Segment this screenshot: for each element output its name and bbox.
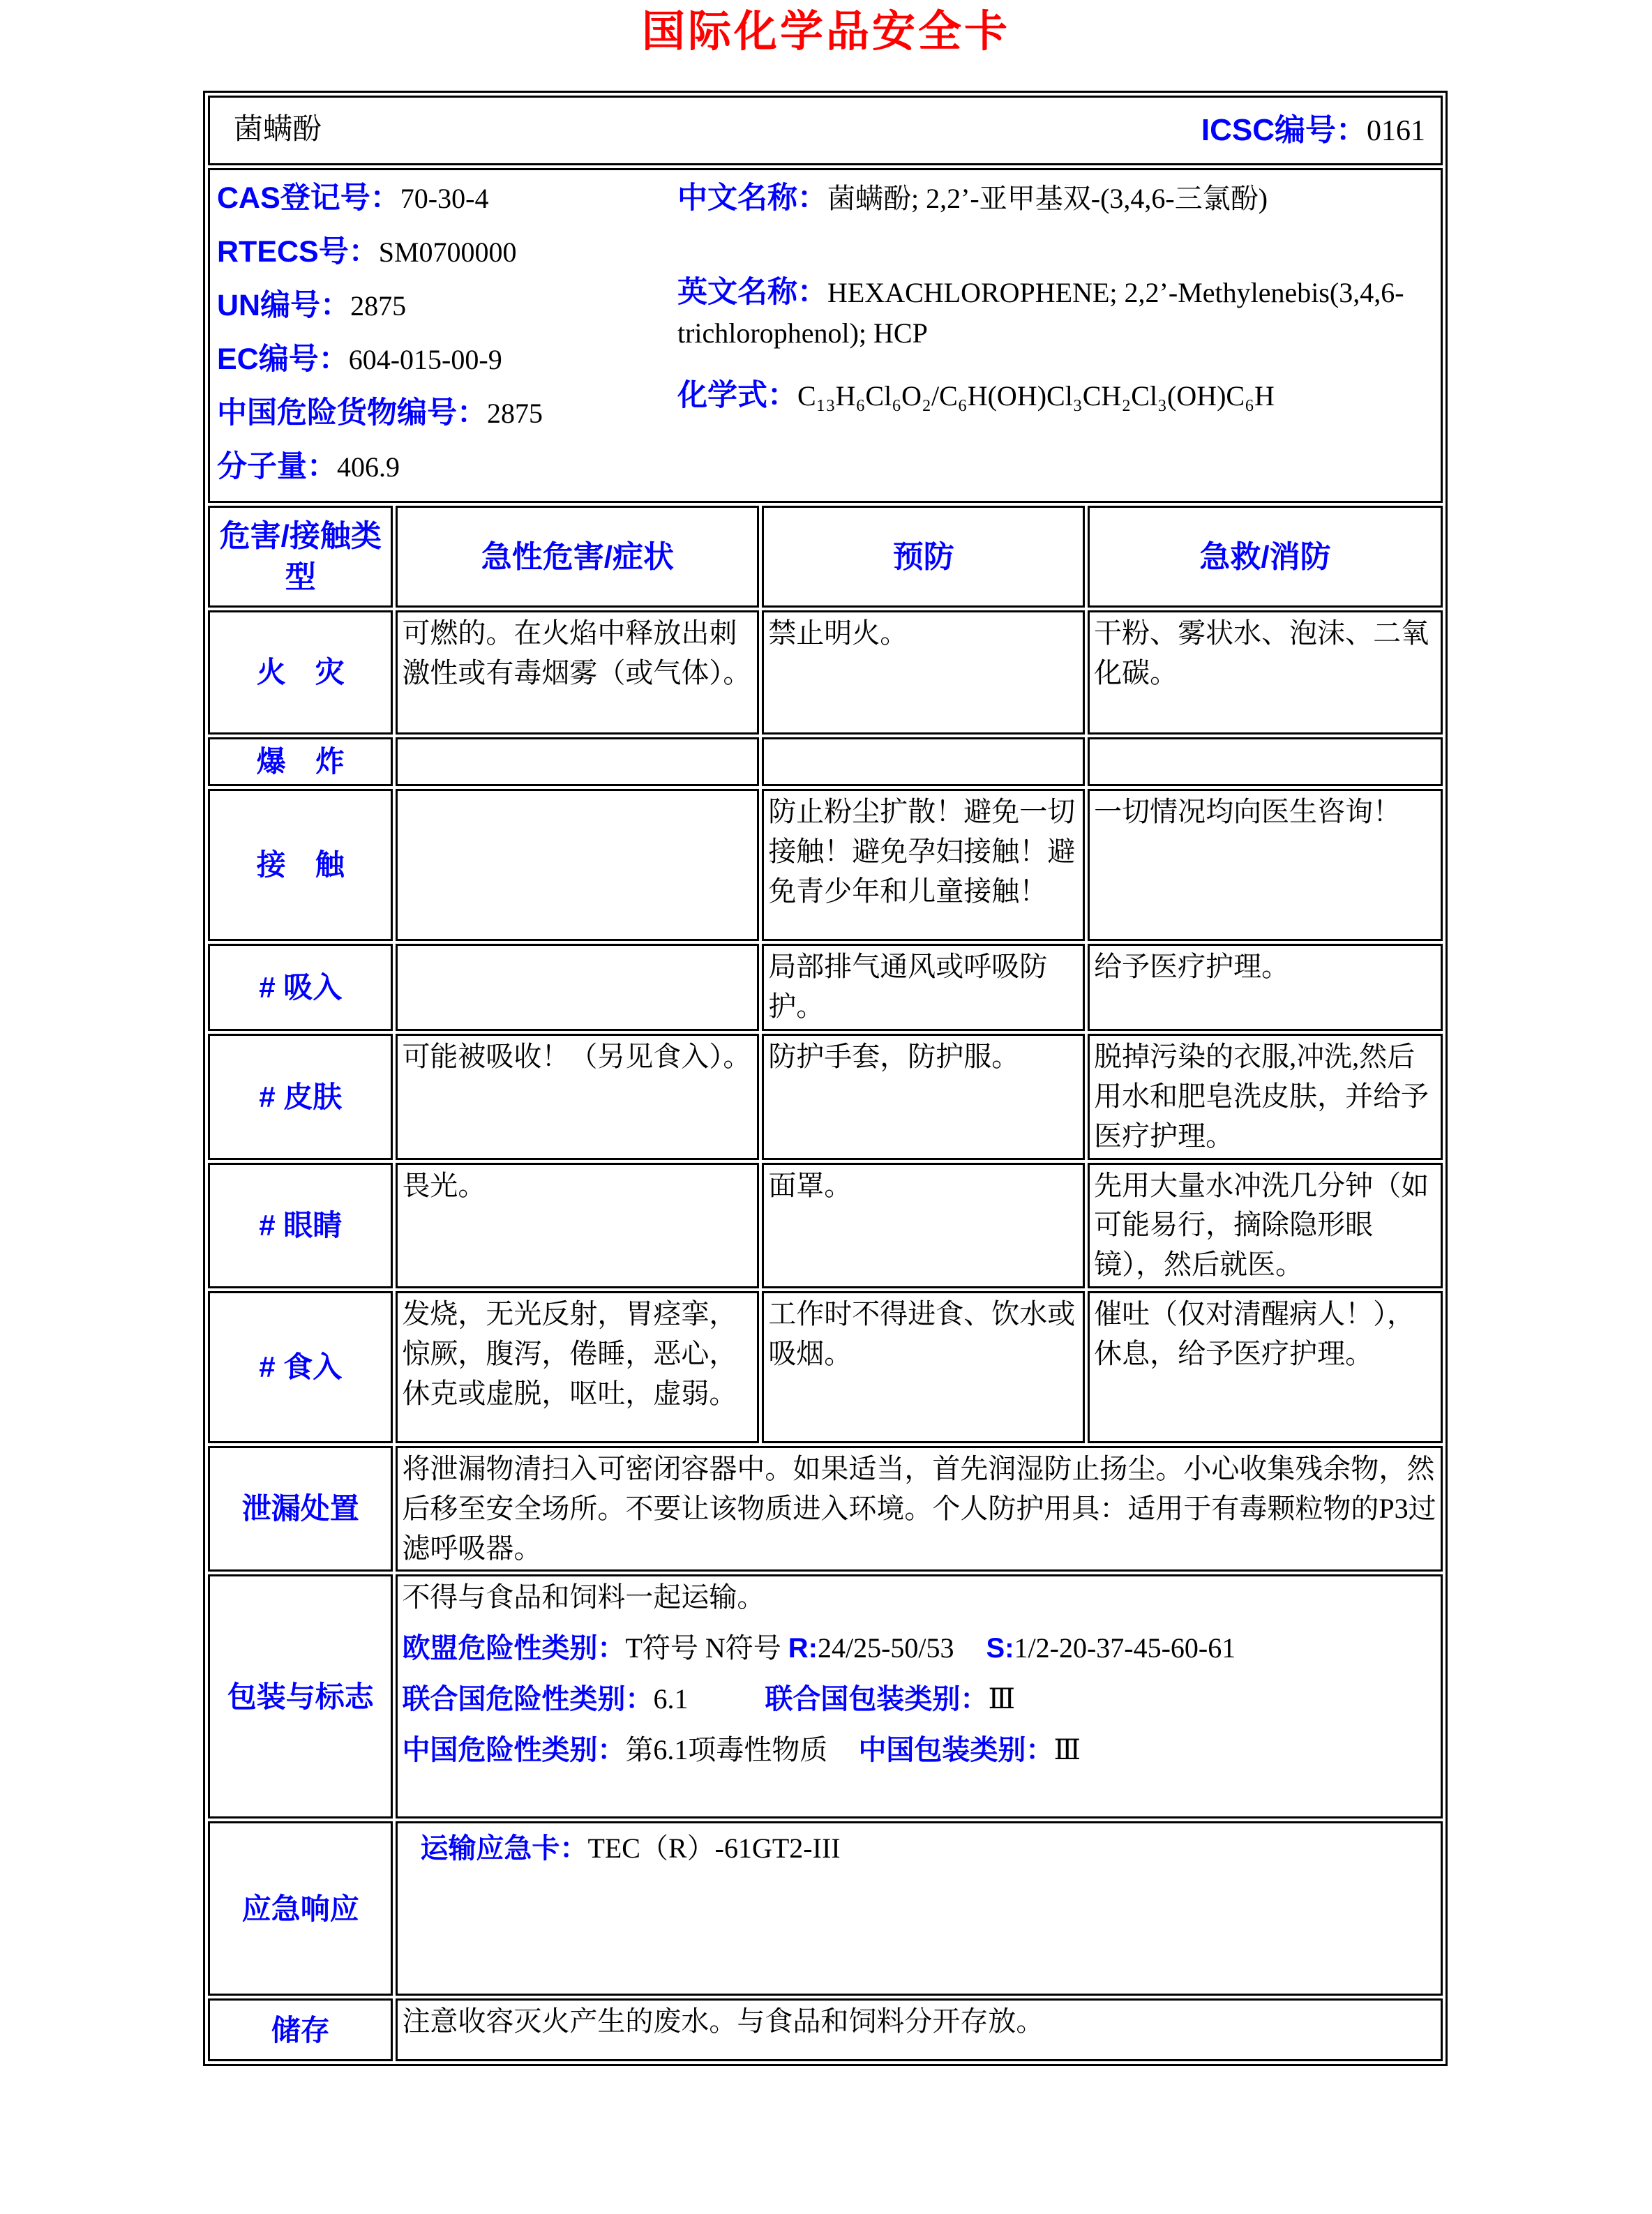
spill-disposal-content: 将泄漏物清扫入可密闭容器中。如果适当，首先润湿防止扬尘。小心收集残余物，然后移至安全场所。不要让该物质进入环境。个人防护用具：适用于有毒颗粒物的P3过滤呼吸器。: [396, 1446, 1443, 1572]
exposure-response: 一切情况均向医生咨询！: [1088, 789, 1443, 941]
substance-name: 菌螨酚: [234, 114, 322, 146]
ingestion-symptoms: 发烧，无光反射，胃痉挛，惊厥，腹泻，倦睡，恶心，休克或虚脱，呕吐，虚弱。: [396, 1291, 759, 1443]
exposure-label: 接 触: [208, 789, 393, 941]
skin-prevention: 防护手套，防护服。: [762, 1034, 1085, 1159]
explosion-label: 爆 炸: [208, 737, 393, 786]
spill-disposal-row: [208, 1446, 1443, 1572]
chemical-formula-value: C₁₃H₆Cl₆O₂/C₆H(OH)Cl₃CH₂Cl₃(OH)C₆H: [797, 379, 1275, 412]
hazard-header-row: [208, 506, 1443, 608]
inhalation-prevention: 局部排气通风或呼吸防护。: [762, 944, 1085, 1031]
storage-content: 注意收容灭火产生的废水。与食品和饲料分开存放。: [396, 1998, 1443, 2061]
chinese-name-value: 菌螨酚; 2,2’-亚甲基双-(3,4,6-三氯酚): [827, 183, 1268, 214]
hazard-row-fire: [208, 610, 1443, 735]
identifiers-cell: [208, 168, 1443, 503]
hazard-row-eyes: [208, 1163, 1443, 1288]
un-number-value: 2875: [350, 290, 407, 322]
english-name-label: 英文名称：: [677, 276, 827, 310]
un-class-label: 联合国危险性类别：: [402, 1684, 654, 1715]
explosion-symptoms: [396, 737, 759, 786]
cas-number: [217, 177, 675, 220]
skin-symptoms: 可能被吸收！（另见食入）。: [396, 1034, 759, 1159]
skin-response: 脱掉污染的衣服,冲洗,然后用水和肥皂洗皮肤，并给予医疗护理。: [1088, 1034, 1443, 1159]
molecular-weight-label: 分子量：: [217, 450, 337, 484]
chemical-formula: [677, 375, 1436, 417]
hazard-row-exposure: [208, 789, 1443, 941]
fire-symptoms: 可燃的。在火焰中释放出刺激性或有毒烟雾（或气体）。: [396, 610, 759, 735]
identifiers-left-column: [214, 177, 675, 499]
packaging-row: [208, 1574, 1443, 1818]
cn-pack-label: 中国包装类别：: [858, 1734, 1054, 1765]
column-header-symptoms: 急性危害/症状: [396, 506, 759, 608]
cn-class-value: 第6.1项毒性物质: [625, 1733, 828, 1765]
molecular-weight: [217, 446, 675, 488]
column-header-hazard-type: 危害/接触类型: [208, 506, 393, 608]
packaging-label: 包装与标志: [208, 1574, 393, 1818]
eyes-response: 先用大量水冲洗几分钟（如可能易行，摘除隐形眼镜），然后就医。: [1088, 1163, 1443, 1288]
rtecs-number-value: SM0700000: [378, 236, 517, 269]
inhalation-symptoms: [396, 944, 759, 1031]
fire-prevention: 禁止明火。: [762, 610, 1085, 735]
packaging-transport-note: 不得与食品和饲料一起运输。: [402, 1581, 765, 1613]
column-header-prevention: 预防: [762, 506, 1085, 608]
storage-label: 储存: [208, 1998, 393, 2061]
exposure-symptoms: [396, 789, 759, 941]
english-name-value: HEXACHLOROPHENE; 2,2’-Methylenebis(3,4,6-trichlorophenol); HCP: [677, 277, 1404, 349]
cas-number-label: CAS登记号：: [217, 181, 400, 215]
substance-header-row: [208, 96, 1443, 165]
cn-class-label: 中国危险性类别：: [402, 1734, 626, 1765]
cn-pack-value: Ⅲ: [1053, 1733, 1081, 1765]
molecular-weight-value: 406.9: [337, 451, 400, 483]
column-header-first-aid: 急救/消防: [1088, 506, 1443, 608]
packaging-content: [396, 1574, 1443, 1818]
identifiers-right-column: [675, 177, 1436, 499]
icsc-card-table: [203, 91, 1448, 2066]
inhalation-label: # 吸入: [208, 944, 393, 1031]
english-name: [677, 271, 1436, 354]
explosion-response: [1088, 737, 1443, 786]
transport-emergency-card: [402, 1825, 1436, 1869]
rtecs-number-label: RTECS号：: [217, 235, 379, 269]
ingestion-label: # 食入: [208, 1291, 393, 1443]
emergency-response-row: [208, 1821, 1443, 1996]
ingestion-response: 催吐（仅对清醒病人！），休息，给予医疗护理。: [1088, 1291, 1443, 1443]
ec-number-label: EC编号：: [217, 342, 349, 377]
transport-emergency-card-value: TEC（R）-61GT2-III: [587, 1832, 841, 1865]
eyes-symptoms: 畏光。: [396, 1163, 759, 1288]
spill-disposal-label: 泄漏处置: [208, 1446, 393, 1572]
identifiers-row: [208, 168, 1443, 503]
china-dangerous-goods-number-value: 2875: [487, 398, 543, 430]
chinese-name-label: 中文名称：: [677, 181, 827, 215]
hazard-row-skin: [208, 1034, 1443, 1159]
fire-response: 干粉、雾状水、泡沫、二氧化碳。: [1088, 610, 1443, 735]
packaging-cn-classification: [402, 1731, 1436, 1770]
s-phrases-label: S:: [986, 1633, 1014, 1664]
icsc-number: [1201, 109, 1425, 153]
ingestion-prevention: 工作时不得进食、饮水或吸烟。: [762, 1291, 1085, 1443]
china-dangerous-goods-number: [217, 392, 675, 435]
inhalation-response: 给予医疗护理。: [1088, 944, 1443, 1031]
un-pack-label: 联合国包装类别：: [765, 1684, 989, 1715]
substance-header-cell: [208, 96, 1443, 165]
eu-class-value: T符号 N符号: [625, 1632, 788, 1664]
un-pack-value: Ⅲ: [988, 1683, 1016, 1715]
page-title: 国际化学品安全卡: [641, 6, 1010, 57]
explosion-prevention: [762, 737, 1085, 786]
ec-number: [217, 338, 675, 381]
cas-number-value: 70-30-4: [400, 183, 489, 214]
packaging-un-classification: [402, 1680, 1436, 1719]
chemical-formula-label: 化学式：: [677, 378, 797, 412]
fire-label: 火 灾: [208, 610, 393, 735]
r-phrases-value: 24/25-50/53: [817, 1632, 954, 1664]
hazard-row-inhalation: [208, 944, 1443, 1031]
storage-row: [208, 1998, 1443, 2061]
icsc-number-value: 0161: [1367, 114, 1425, 147]
s-phrases-value: 1/2-20-37-45-60-61: [1014, 1632, 1236, 1664]
r-phrases-label: R:: [788, 1633, 818, 1664]
eyes-label: # 眼睛: [208, 1163, 393, 1288]
packaging-eu-classification: [402, 1629, 1436, 1669]
un-number-label: UN编号：: [217, 289, 351, 323]
un-class-value: 6.1: [653, 1683, 689, 1715]
hazard-row-ingestion: [208, 1291, 1443, 1443]
rtecs-number: [217, 231, 675, 273]
china-dangerous-goods-number-label: 中国危险货物编号：: [217, 396, 487, 430]
ec-number-value: 604-015-00-9: [348, 344, 502, 376]
emergency-response-content: [396, 1821, 1443, 1996]
transport-emergency-card-label: 运输应急卡：: [420, 1833, 588, 1865]
skin-label: # 皮肤: [208, 1034, 393, 1159]
hazard-row-explosion: [208, 737, 1443, 786]
eu-class-label: 欧盟危险性类别：: [402, 1633, 626, 1664]
exposure-prevention: 防止粉尘扩散！避免一切接触！避免孕妇接触！避免青少年和儿童接触！: [762, 789, 1085, 941]
un-number: [217, 285, 675, 327]
eyes-prevention: 面罩。: [762, 1163, 1085, 1288]
chinese-name: [677, 177, 1436, 220]
icsc-number-label: ICSC编号：: [1201, 112, 1367, 147]
emergency-response-label: 应急响应: [208, 1821, 393, 1996]
